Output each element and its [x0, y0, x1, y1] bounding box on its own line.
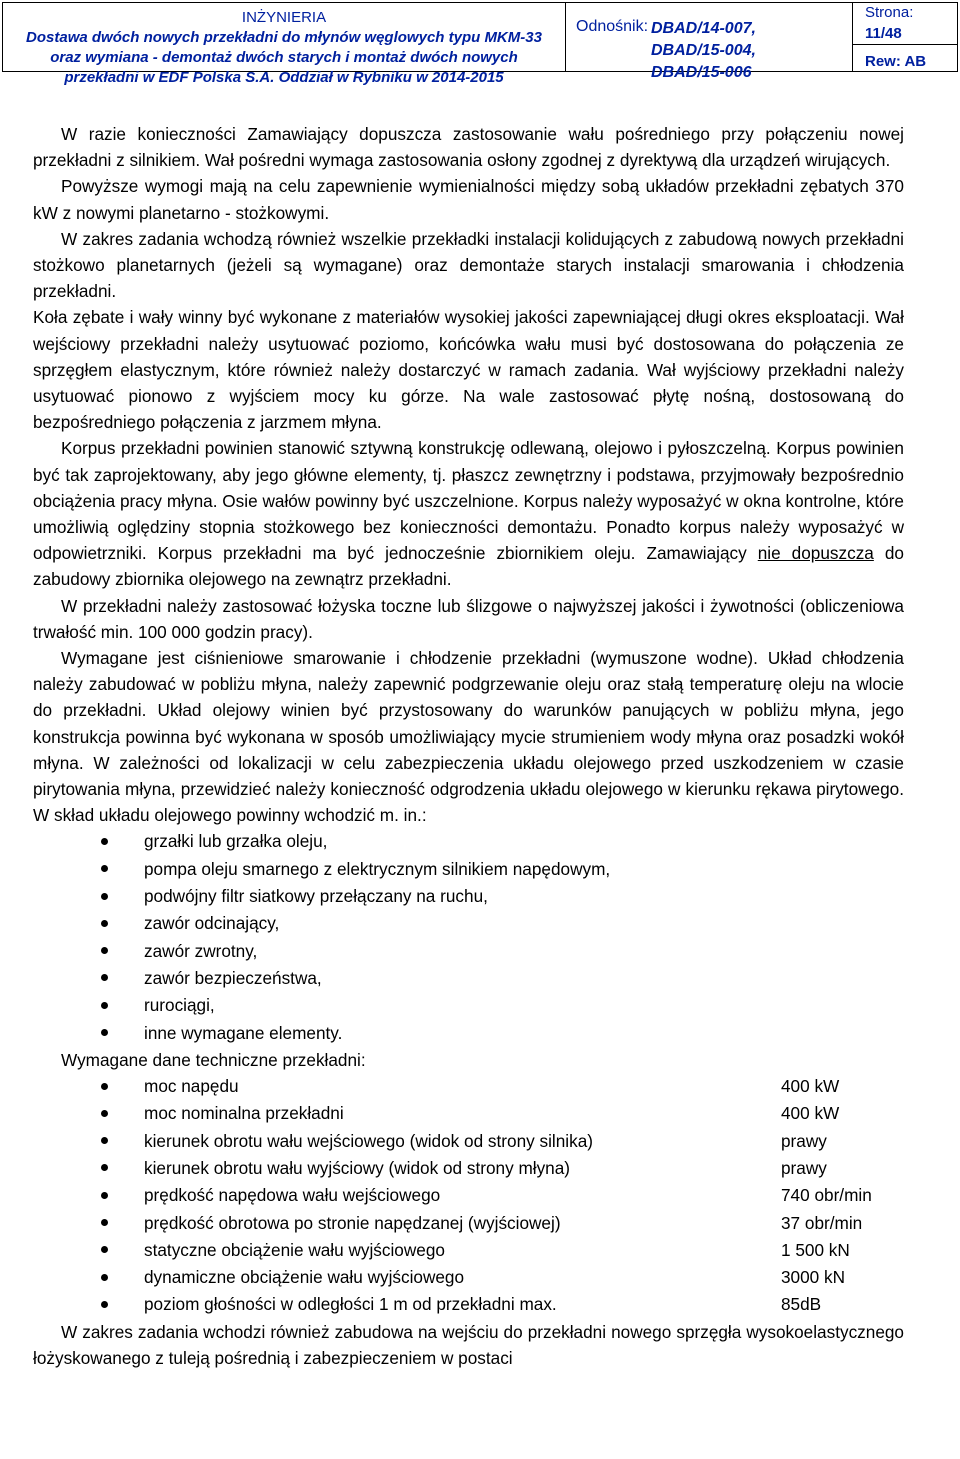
list-item: pompa oleju smarnego z elektrycznym silnikiem napędowym,: [33, 856, 904, 883]
paragraph-intermediate-shaft: W razie konieczności Zamawiający dopuszcza zastosowanie wału pośredniego przy połączeniu nowej przekładni z silnikiem. Wał pośredni wymaga zastosowania osłony zgodnej z dyrektywą dla urządzeń wirujących.: [33, 124, 904, 171]
paragraph-bearings: W przekładni należy zastosować łożyska toczne lub ślizgowe o najwyższej jakości i żywotności (obliczeniowa trwałość min. 100 000 godzin pracy).: [33, 595, 904, 642]
paragraph-lubrication: Wymagane jest ciśnieniowe smarowanie i chłodzenie przekładni (wymuszone wodne). Układ chłodzenia należy zabudować w pobliżu młyna, należy zapewnić podgrzewanie oleju oraz stałą temperaturę oleju na wlocie do przekładni. Układ olejowy winien być przystosowany do warunków panujących w pobliżu młyna, jego konstrukcja powinna być wykonana w sposób umożliwiający mycie strumieniem wody młyna oraz posadzki wokół młyna. W zależności od lokalizacji w celu zabezpieczenia układu olejowego przed uszkodzeniem w czasie pirytowania młyna, przewidzieć należy konieczność odgrodzenia układu olejowego w kierunku rękawa pirytowego. W skład układu olejowego powinny wchodzić m. in.:: [33, 648, 904, 826]
header-project-line-1: Dostawa dwóch nowych przekładni do młynów węglowych typu MKM-33: [26, 29, 542, 46]
header-department: INŻYNIERIA: [241, 9, 327, 26]
document-body: [33, 121, 904, 1371]
paragraph-scope-installations: W zakres zadania wchodzą również wszelkie przekładki instalacji kolidujących z zabudową nowych przekładni stożkowo planetarnych (jeżeli są wymagane) oraz demontaże starych instalacji smarowania i chłodzenia przekładni.: [33, 228, 904, 302]
spec-row: moc nominalna przekładni 400 kW: [33, 1100, 904, 1127]
technical-specs-list: [33, 1073, 904, 1319]
spec-row: prędkość napędowa wału wejściowego 740 obr/min: [33, 1182, 904, 1209]
list-item: grzałki lub grzałka oleju,: [33, 828, 904, 855]
header-title-block: [3, 3, 566, 86]
header-revision: Rew: AB: [865, 53, 927, 70]
list-item: zawór odcinający,: [33, 910, 904, 937]
spec-row: kierunek obrotu wału wejściowego (widok od strony silnika) prawy: [33, 1128, 904, 1155]
technical-data-intro: Wymagane dane techniczne przekładni:: [61, 1049, 366, 1070]
list-item: rurociągi,: [33, 992, 904, 1019]
document-header: [2, 2, 958, 86]
underlined-not-allowed: nie dopuszcza: [757, 543, 874, 564]
spec-row: moc napędu 400 kW: [33, 1073, 904, 1100]
paragraph-coupling: W zakres zadania wchodzi również zabudowa na wejściu do przekładni nowego sprzęgła wysokoelastycznego łożyskowanego z tuleją pośrednią i zabezpieczeniem w postaci: [33, 1321, 904, 1368]
spec-row: statyczne obciążenie wału wyjściowego 1 500 kN: [33, 1237, 904, 1264]
header-page-block: [853, 3, 957, 71]
paragraph-interchangeability: Powyższe wymogi mają na celu zapewnienie wymienialności między sobą układów przekładni zębatych 370 kW z nowymi planetarno - stożkowymi.: [33, 176, 904, 223]
spec-row: prędkość obrotowa po stronie napędzanej (wyjściowej) 37 obr/min: [33, 1210, 904, 1237]
header-reference-block: [566, 3, 853, 81]
spec-row: kierunek obrotu wału wyjściowy (widok od strony młyna) prawy: [33, 1155, 904, 1182]
header-reference-2: DBAD/15-004,: [651, 42, 756, 59]
header-reference-3: DBAD/15-006: [651, 64, 752, 81]
header-page-label: Strona:: [865, 4, 914, 21]
list-item: podwójny filtr siatkowy przełączany na ruchu,: [33, 883, 904, 910]
header-reference-1: DBAD/14-007,: [651, 20, 756, 37]
spec-row: poziom głośności w odległości 1 m od przekładni max. 85dB: [33, 1291, 904, 1318]
header-project-line-2: oraz wymiana - demontaż dwóch starych i montaż dwóch nowych: [50, 49, 518, 66]
spec-row: dynamiczne obciążenie wału wyjściowego 3000 kN: [33, 1264, 904, 1291]
header-project-line-3: przekładni w EDF Polska S.A. Oddział w Rybniku w 2014-2015: [64, 69, 504, 86]
oil-system-list: [33, 828, 904, 1046]
header-page-number: 11/48: [865, 25, 902, 42]
header-reference-label: Odnośnik:: [576, 18, 649, 35]
paragraph-housing: Korpus przekładni powinien stanowić sztywną konstrukcję odlewaną, olejowo i pyłoszczelną. Korpus powinien być tak zaprojektowany, aby jego główne elementy, tj. płaszcz zewnętrzny i podstawa, przyjmowały bezpośrednio obciążenia pracy młyna. Osie wałów powinny być uszczelnione. Korpus należy wyposażyć w okna kontrolne, które umożliwią oględziny stopnia stożkowego bez konieczności demontażu. Ponadto korpus należy wyposażyć w odpowietrzniki. Korpus przekładni ma być jednocześnie zbiornikiem oleju. Zamawiający nie dopuszcza do zabudowy zbiornika olejowego na zewnątrz przekładni.: [33, 438, 904, 590]
list-item: zawór zwrotny,: [33, 938, 904, 965]
list-item: inne wymagane elementy.: [33, 1020, 904, 1047]
paragraph-gears-shafts: Koła zębate i wały winny być wykonane z materiałów wysokiej jakości zapewniającej długi okres eksploatacji. Wał wejściowy przekładni należy usytuować poziomo, końcówka wału musi być dostosowana do połączenia ze sprzęgłem elastycznym, które również należy dostarczyć w ramach zadania. Wał wyjściowy przekładni należy usytuować pionowo z wyjściem mocy ku górze. Na wale zastosować płytę nośną, dostosowaną do bezpośredniego połączenia z jarzmem młyna.: [33, 307, 904, 433]
list-item: zawór bezpieczeństwa,: [33, 965, 904, 992]
